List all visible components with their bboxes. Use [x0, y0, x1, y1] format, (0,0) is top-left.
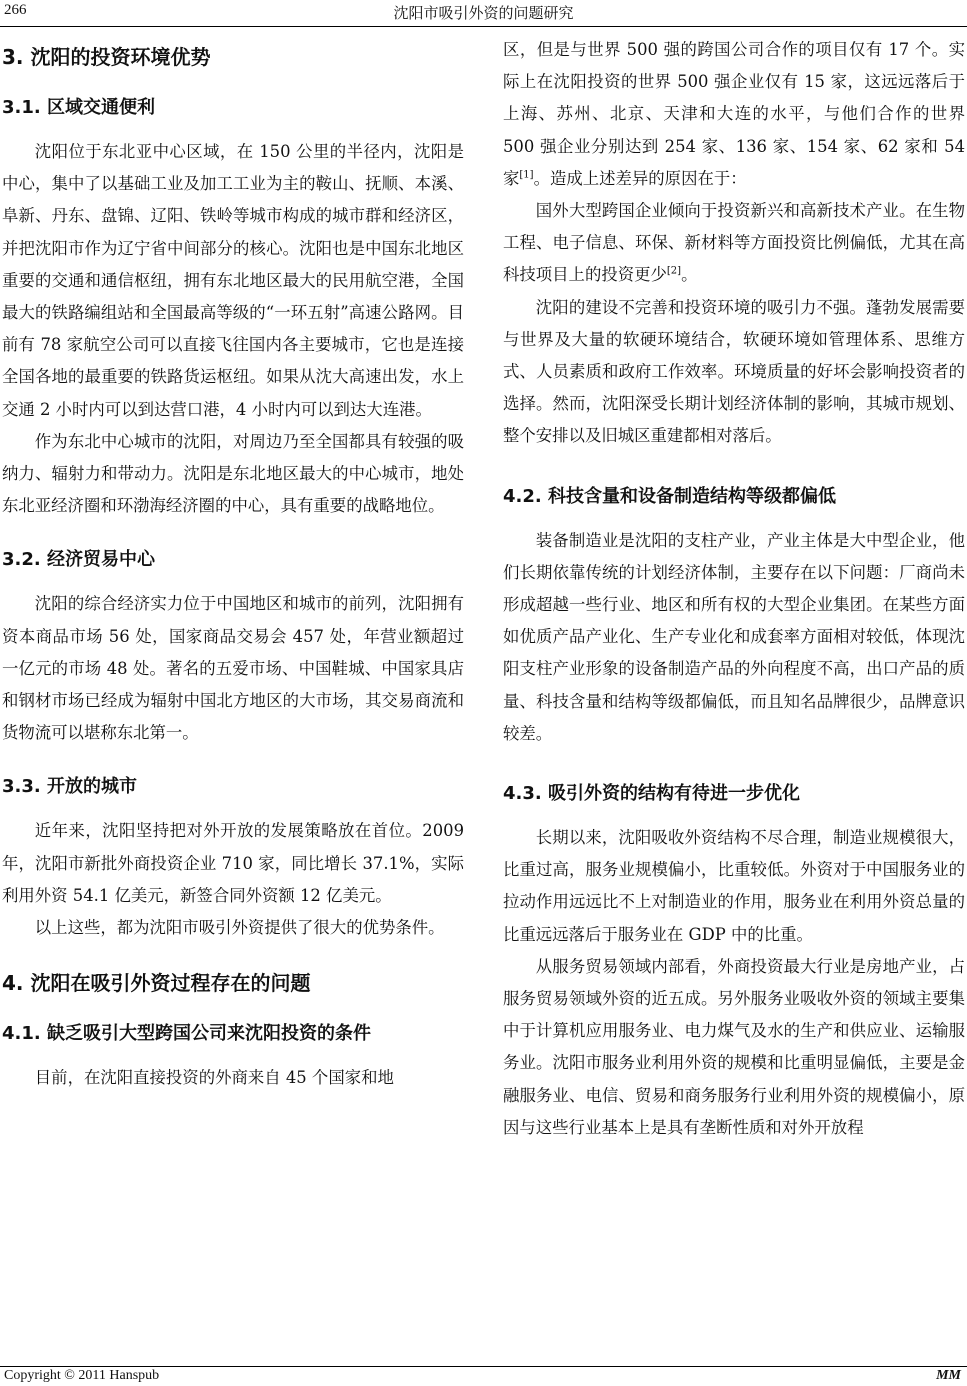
right-column: [503, 34, 965, 1144]
left-column: [2, 34, 464, 1094]
text: 。: [681, 265, 698, 285]
text: 区，但是与世界 500 强的跨国公司合作的项目仅有 17 个。实际上在沈阳投资的世界 500 强企业仅有 15 家，这远远落后于上海、苏州、北京、天津和大连的水平，与他们合作的世界 500 强企业分别达到 254 家、136 家、154 家、62 家和 54 家: [503, 40, 965, 188]
section-4-3-heading: 4.3. 吸引外资的结构有待进一步优化: [503, 783, 800, 805]
section-3-3-heading: 3.3. 开放的城市: [2, 776, 137, 798]
section-3-heading: 3. 沈阳的投资环境优势: [2, 45, 211, 69]
citation-ref: [2]: [666, 265, 682, 277]
paragraph: 近年来，沈阳坚持把对外开放的发展策略放在首位。2009 年，沈阳市新批外商投资企业 710 家，同比增长 37.1%，实际利用外资 54.1 亿美元，新签合同外资额 12 亿美元。: [2, 821, 464, 905]
copyright-notice: Copyright © 2011 Hanspub: [4, 1368, 160, 1383]
page-number: 266: [4, 2, 27, 18]
footer-rule: [0, 1366, 967, 1367]
page-footer: [0, 1366, 967, 1386]
paragraph: 沈阳位于东北亚中心区域，在 150 公里的半径内，沈阳是中心，集中了以基础工业及加工工业为主的鞍山、抚顺、本溪、阜新、丹东、盘锦、辽阳、铁岭等城市构成的城市群和经济区，并把沈阳市作为辽宁省中间部分的核心。沈阳也是中国东北地区重要的交通和通信枢纽，拥有东北地区最大的民用航空港，全国最大的铁路编组站和全国最高等级的“一环五射”高速公路网。目前有 78 家航空公司可以直接飞往国内各主要城市，它也是连接全国各地的最重要的铁路货运枢纽。如果从沈大高速出发，水上交通 2 小时内可以到达营口港，4 小时内可以到达大连港。: [2, 142, 464, 419]
paragraph: 作为东北中心城市的沈阳，对周边乃至全国都具有较强的吸纳力、辐射力和带动力。沈阳是东北地区最大的中心城市，地处东北亚经济圈和环渤海经济圈的中心，具有重要的战略地位。: [2, 431, 464, 516]
paragraph: 从服务贸易领域内部看，外商投资最大行业是房地产业，占服务贸易领域外资的近五成。另外服务业吸收外资的领域主要集中于计算机应用服务业、电力煤气及水的生产和供应业、运输服务业。沈阳市服务业利用外资的规模和比重明显偏低，主要是金融服务业、电信、贸易和商务服务行业利用外资的规模偏小，原因与这些行业基本上是具有垄断性质和对外开放程: [503, 956, 965, 1137]
paragraph: 以上这些，都为沈阳市吸引外资提供了很大的优势条件。: [34, 918, 445, 938]
citation-ref: [1]: [519, 169, 534, 181]
journal-abbreviation: MM: [936, 1368, 961, 1383]
running-title: 沈阳市吸引外资的问题研究: [393, 4, 574, 22]
paragraph: [503, 195, 965, 292]
paragraph: 沈阳的建设不完善和投资环境的吸引力不强。蓬勃发展需要与世界及大量的软硬环境结合，软硬环境如管理体系、思维方式、人员素质和政府工作效率。环境质量的好坏会影响投资者的选择。然而，沈阳深受长期计划经济体制的影响，其城市规划、整个安排以及旧城区重建都相对落后。: [503, 297, 965, 446]
section-4-2-heading: 4.2. 科技含量和设备制造结构等级都偏低: [503, 485, 836, 507]
paragraph: 目前，在沈阳直接投资的外商来自 45 个国家和地: [34, 1068, 394, 1088]
paragraph: 长期以来，沈阳吸收外资结构不尽合理，制造业规模很大，比重过高，服务业规模偏小，比重较低。外资对于中国服务业的拉动作用远远比不上对制造业的作用，服务业在利用外资总量的比重远远落后于服务业在 GDP 中的比重。: [503, 828, 965, 944]
text: 。造成上述差异的原因在于：: [533, 168, 747, 188]
section-3-1-heading: 3.1. 区域交通便利: [2, 97, 155, 118]
page-header: [0, 0, 967, 27]
section-3-2-heading: 3.2. 经济贸易中心: [2, 549, 155, 571]
paragraph: 沈阳的综合经济实力位于中国地区和城市的前列，沈阳拥有资本商品市场 56 处，国家商品交易会 457 处，年营业额超过一亿元的市场 48 处。著名的五爱市场、中国鞋城、中国家具店和钢材市场已经成为辐射中国北方地区的大市场，其交易商流和货物流可以堪称东北第一。: [2, 594, 464, 743]
paragraph-continued: [503, 34, 965, 195]
section-4-1-heading: 4.1. 缺乏吸引大型跨国公司来沈阳投资的条件: [2, 1023, 371, 1045]
paragraph: 装备制造业是沈阳的支柱产业，产业主体是大中型企业，他们长期依靠传统的计划经济体制，主要存在以下问题：厂商尚未形成超越一些行业、地区和所有权的大型企业集团。在某些方面如优质产品产业化、生产专业化和成套率方面相对较低，体现沈阳支柱产业形象的设备制造产品的外向程度不高，出口产品的质量、科技含量和结构等级都偏低，而且知名品牌很少，品牌意识较差。: [503, 530, 965, 743]
text: 国外大型跨国企业倾向于投资新兴和高新技术产业。在生物工程、电子信息、环保、新材料等方面投资比例偏低，尤其在高科技项目上的投资更少: [503, 201, 965, 285]
section-4-heading: 4. 沈阳在吸引外资过程存在的问题: [2, 971, 311, 996]
